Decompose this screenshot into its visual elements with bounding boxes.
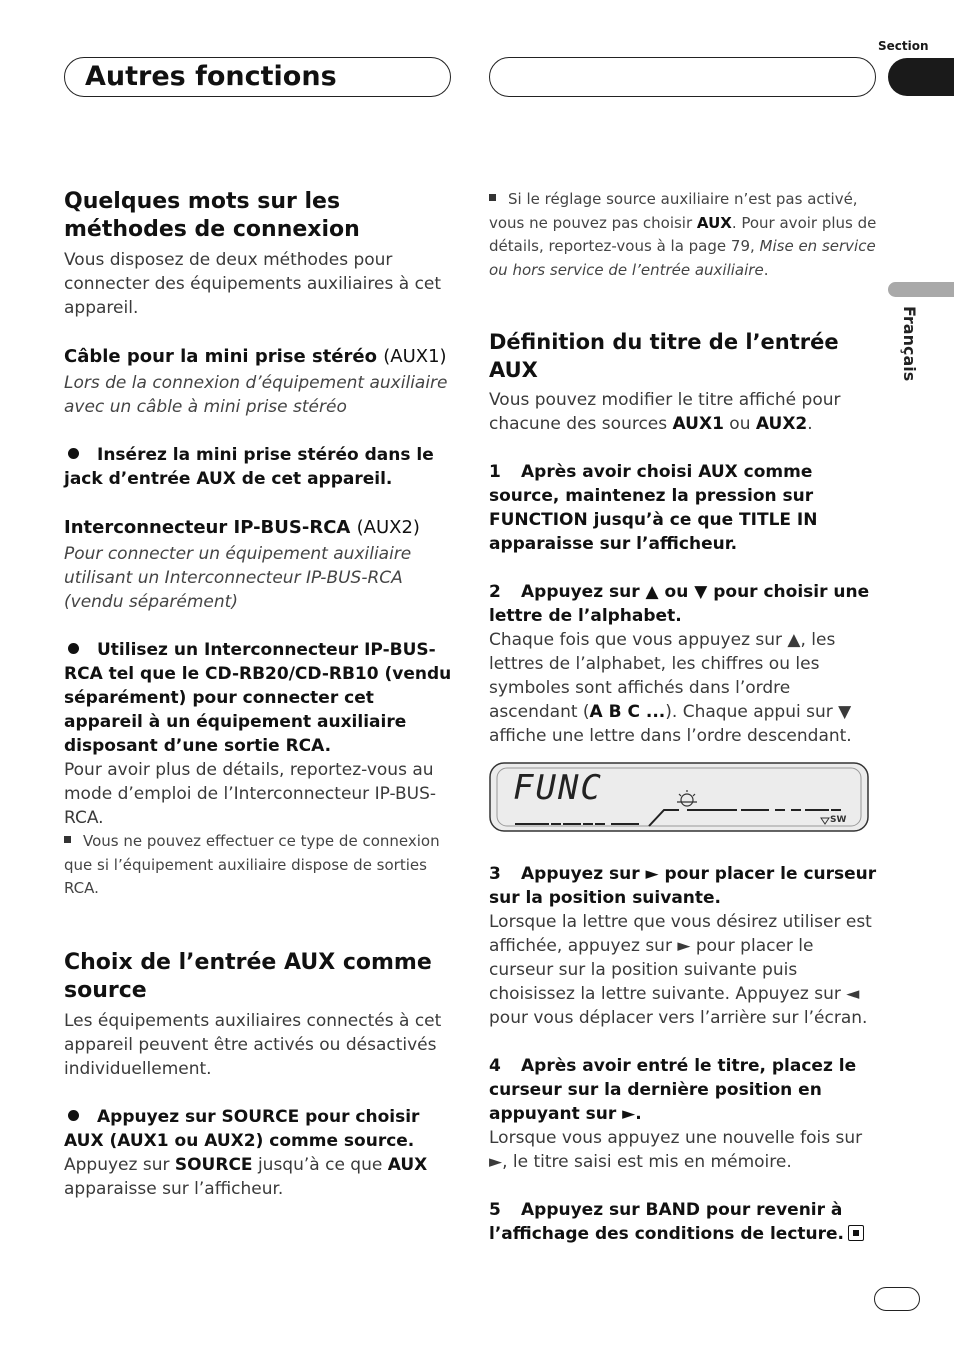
text-bold: AUX <box>696 213 732 232</box>
connection-intro: Vous disposez de deux méthodes pour connecter des équipements auxiliaires à cet appareil. <box>64 250 442 318</box>
aux2-note-text: Vous ne pouvez effectuer ce type de connexion que si l’équipement auxiliaire dispose de sorties RCA. <box>64 832 440 897</box>
lcd-display-text: FUNC <box>513 768 603 808</box>
step-4 <box>489 1054 877 1126</box>
step-number: 1 <box>489 462 501 482</box>
section-tab <box>888 58 954 96</box>
section-label: Section <box>878 39 929 53</box>
step-number: 4 <box>489 1056 501 1076</box>
aux1-description: Lors de la connexion d’équipement auxiliaire avec un câble à mini prise stéréo <box>64 373 448 417</box>
aux1-instruction-text: Insérez la mini prise stéréo dans le jack d’entrée AUX de cet appareil. <box>64 445 434 489</box>
aux-source-intro: Les équipements auxiliaires connectés à cet appareil peuvent être activés ou désactivés individuellement. <box>64 1010 442 1079</box>
step-3 <box>489 862 877 910</box>
step-3-text: Appuyez sur ► pour placer le curseur sur la position suivante. <box>489 864 877 908</box>
aux2-heading <box>64 516 454 540</box>
text-bold: AUX1 <box>672 414 724 434</box>
step-2 <box>489 580 877 628</box>
step-number: 2 <box>489 582 501 602</box>
bullet-icon <box>68 643 79 654</box>
text-fragment: . Pour avoir plus de détails, reportez-vous à la page 79, <box>489 213 877 255</box>
aux1-heading-text: Câble pour la mini prise stéréo <box>64 346 377 367</box>
step-number: 3 <box>489 864 501 884</box>
text-fragment: jusqu’à ce que <box>252 1154 388 1175</box>
lcd-display <box>489 762 869 834</box>
step-2-text: Appuyez sur ▲ ou ▼ pour choisir une lettre de l’alphabet. <box>489 582 870 626</box>
text-bold: A B C ... <box>589 702 666 722</box>
text-fragment: apparaisse sur l’afficheur. <box>64 1178 284 1199</box>
aux1-instruction <box>64 443 454 491</box>
left-column <box>64 188 454 1201</box>
text-fragment: Appuyez sur <box>64 1154 175 1175</box>
language-label: Français <box>900 306 919 382</box>
page-title: Autres fonctions <box>85 61 337 92</box>
aux1-heading-suffix: (AUX1) <box>383 346 447 367</box>
page-number-frame <box>874 1287 920 1311</box>
note-icon <box>489 194 496 201</box>
step-number: 5 <box>489 1200 501 1220</box>
step-5 <box>489 1198 877 1246</box>
right-column <box>489 188 877 1246</box>
text-bold: SOURCE <box>174 1154 253 1175</box>
text-fragment: . <box>807 414 813 434</box>
section-title-connection-methods: Quelques mots sur les méthodes de connexion <box>64 189 360 242</box>
note-icon <box>64 836 71 843</box>
bullet-icon <box>68 1110 79 1121</box>
text-fragment: . <box>763 260 769 279</box>
step-1-text: Après avoir choisi AUX comme source, maintenez la pression sur FUNCTION jusqu’à ce que TITLE IN apparaisse sur l’afficheur. <box>489 462 818 554</box>
aux2-note <box>64 830 454 901</box>
step-5-text: Appuyez sur BAND pour revenir à l’affichage des conditions de lecture. <box>489 1200 844 1244</box>
section-title-aux-source: Choix de l’entrée AUX comme source <box>64 949 432 1003</box>
aux2-heading-suffix: (AUX2) <box>356 517 420 538</box>
bullet-icon <box>68 448 79 459</box>
text-bold: AUX2 <box>755 414 808 434</box>
text-fragment: ou <box>723 414 756 434</box>
end-mark-icon <box>848 1225 864 1241</box>
aux-setting-note <box>489 188 877 282</box>
aux-source-instruction <box>64 1105 454 1153</box>
aux-source-instruction-text: Appuyez sur SOURCE pour choisir AUX (AUX1 ou AUX2) comme source. <box>64 1106 420 1151</box>
step-4-text: Après avoir entré le titre, placez le curseur sur la dernière position en appuyant sur ►. <box>489 1056 857 1124</box>
text-fragment: Chaque fois que vous appuyez sur ▲, les lettres de l’alphabet, les chiffres ou les symboles sont affichés dans l’ordre ascendant ( <box>489 630 836 722</box>
step-3-details: Lorsque la lettre que vous désirez utiliser est affichée, appuyez sur ► pour placer le curseur sur la position suivante puis choisissez la lettre suivante. Appuyez sur ◄ pour vous déplacer vers l’arrière sur l’écran. <box>489 912 872 1028</box>
aux2-details: Pour avoir plus de détails, reportez-vous au mode d’emploi de l’Interconnecteur IP-BUS-RCA. <box>64 760 437 828</box>
aux-title-intro <box>489 388 877 436</box>
text-fragment: Vous pouvez modifier le titre affiché pour chacune des sources <box>489 390 841 434</box>
aux1-heading <box>64 345 454 369</box>
text-fragment: ). Chaque appui sur ▼ affiche une lettre dans l’ordre descendant. <box>489 702 852 746</box>
section-title-aux-title: Définition du titre de l’entrée AUX <box>489 330 839 382</box>
text-fragment: Si le réglage source auxiliaire n’est pas activé, vous ne pouvez pas choisir <box>489 190 858 232</box>
text-bold: AUX <box>387 1154 428 1175</box>
aux2-heading-text: Interconnecteur IP-BUS-RCA <box>64 517 351 538</box>
step-4-details: Lorsque vous appuyez une nouvelle fois sur ►, le titre saisi est mis en mémoire. <box>489 1128 863 1172</box>
step-2-details <box>489 628 877 748</box>
text-italic: Mise en service ou hors service de l’entrée auxiliaire <box>489 237 876 279</box>
aux-source-details <box>64 1153 454 1201</box>
header-right-frame <box>489 57 876 97</box>
lcd-sw-label: SW <box>830 815 847 825</box>
aux2-description: Pour connecter un équipement auxiliaire utilisant un Interconnecteur IP-BUS-RCA (vendu séparément) <box>64 544 412 612</box>
aux2-instruction <box>64 638 454 758</box>
language-bar <box>888 282 954 297</box>
aux2-instruction-text: Utilisez un Interconnecteur IP-BUS-RCA tel que le CD-RB20/CD-RB10 (vendu séparément) pour connecter cet appareil à un équipement auxiliaire disposant d’une sortie RCA. <box>64 640 452 756</box>
step-1 <box>489 460 877 556</box>
